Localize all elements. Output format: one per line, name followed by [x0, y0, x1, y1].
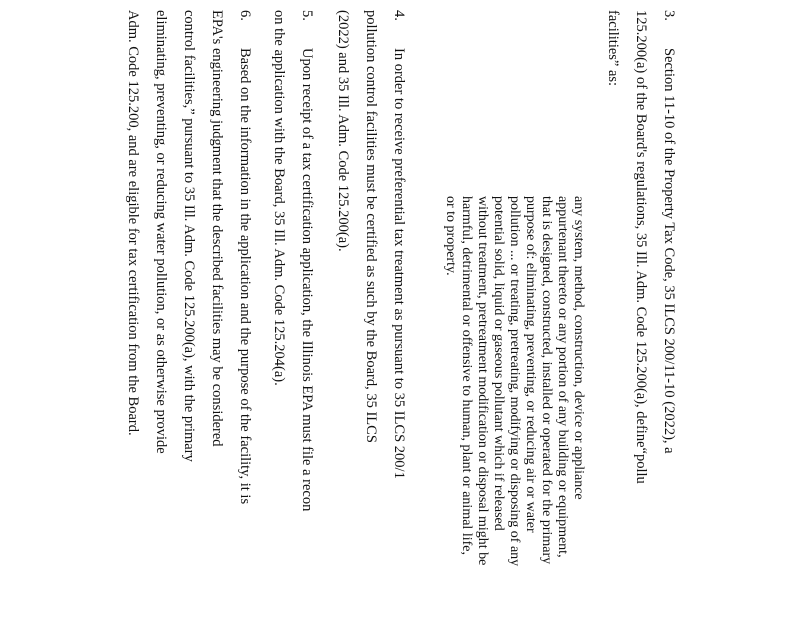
item-5-line-2: on the application with the Board, 35 Ill. Adm. Code 125.204(a).: [271, 10, 287, 386]
item-3-number: 3.: [661, 10, 677, 21]
item-6-number: 6.: [237, 10, 253, 21]
item-3-quote-line-3: that is designed, constructed, installed or operated for the primary: [539, 196, 554, 565]
item-4-line-1: In order to receive preferential tax treatment as pursuant to 35 ILCS 200/1: [391, 48, 407, 479]
item-3-quote-line-1: any system, method, construction, device or appliance: [571, 196, 586, 500]
item-6-line-3: control facilities,” pursuant to 35 Ill. Adm. Code 125.200(a), with the primary: [181, 10, 197, 462]
item-4-line-2: pollution control facilities must be certified as such by the Board, 35 ILCS: [363, 10, 379, 443]
item-6-line-5: Adm. Code 125.200, and are eligible for tax certification from the Board.: [125, 10, 141, 436]
item-3-quote-line-9: or to property.: [443, 196, 458, 276]
item-3-line-2: 125.200(a) of the Board's regulations, 35 Ill. Adm. Code 125.200(a), define“pollu: [633, 10, 649, 484]
item-5-line-1: Upon receipt of a tax certification application, the Illinois EPA must file a recon: [299, 48, 315, 512]
item-5-number: 5.: [299, 10, 315, 21]
item-4-number: 4.: [391, 10, 407, 21]
item-3-quote-line-8: harmful, detrimental or offensive to human, plant or animal life,: [459, 196, 474, 555]
item-6-line-2: EPA's engineering judgment that the described facilities may be considered: [209, 10, 225, 447]
item-6-line-1: Based on the information in the application and the purpose of the facility, it is: [237, 48, 253, 505]
item-3-line-3: facilities” as:: [605, 10, 621, 87]
item-4-line-3: (2022) and 35 Ill. Adm. Code 125.200(a).: [335, 10, 351, 252]
item-3-quote-line-4: purpose of: eliminating, preventing, or reducing air or water: [523, 196, 538, 533]
item-3-quote-line-6: potential solid, liquid or gaseous pollutant which if released: [491, 196, 506, 531]
item-3-line-1: Section 11-10 of the Property Tax Code, 35 ILCS 200/11-10 (2022), a: [661, 48, 677, 454]
item-3-quote-line-2: appurtenant thereto or any portion of any building or equipment,: [555, 196, 570, 558]
item-6-line-4: eliminating, preventing, or reducing water pollution, or as otherwise provide: [153, 10, 169, 454]
item-3-quote-line-5: pollution ... or treating, pretreating, modifying or disposing of any: [507, 196, 522, 567]
item-3-quote-line-7: without treatment, pretreatment modification or disposal might be: [475, 196, 490, 566]
